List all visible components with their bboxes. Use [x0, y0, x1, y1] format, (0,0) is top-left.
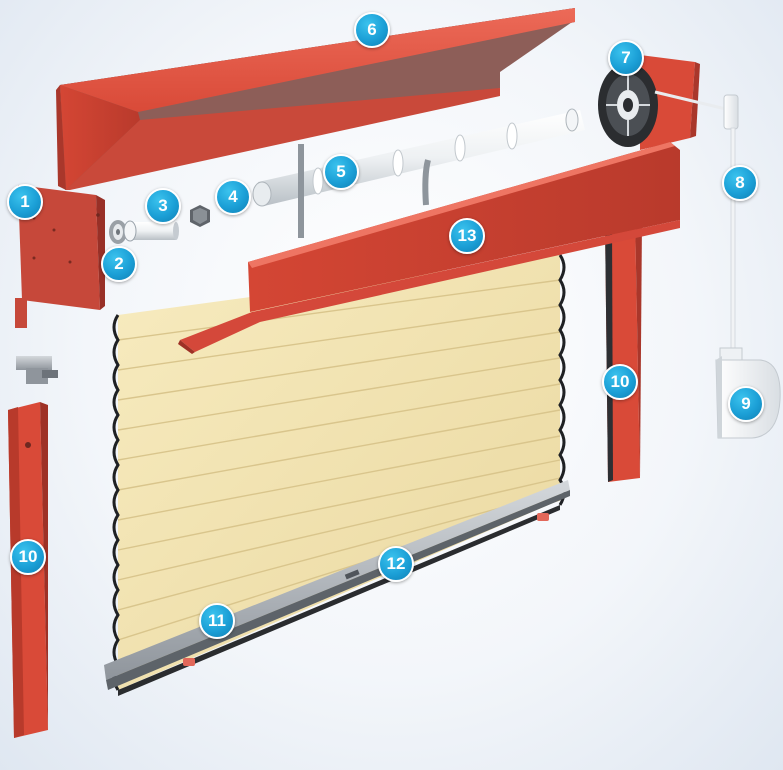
rail-clip-part — [16, 356, 58, 384]
curtain-part — [114, 255, 564, 690]
top-cover-part — [56, 8, 575, 190]
callout-10-left: 10 — [10, 539, 46, 575]
callout-6: 6 — [354, 12, 390, 48]
callout-1: 1 — [7, 184, 43, 220]
callout-13: 13 — [449, 218, 485, 254]
adapter-part — [190, 205, 210, 227]
callout-8: 8 — [722, 165, 758, 201]
callout-4: 4 — [215, 179, 251, 215]
callout-11: 11 — [199, 603, 235, 639]
end-plug-part — [124, 221, 179, 241]
callout-3: 3 — [145, 188, 181, 224]
callout-2: 2 — [101, 246, 137, 282]
callout-12: 12 — [378, 546, 414, 582]
callout-9: 9 — [728, 386, 764, 422]
callout-7: 7 — [608, 40, 644, 76]
callout-5: 5 — [323, 154, 359, 190]
right-guide-rail-part — [605, 215, 642, 482]
callout-10-right: 10 — [602, 364, 638, 400]
